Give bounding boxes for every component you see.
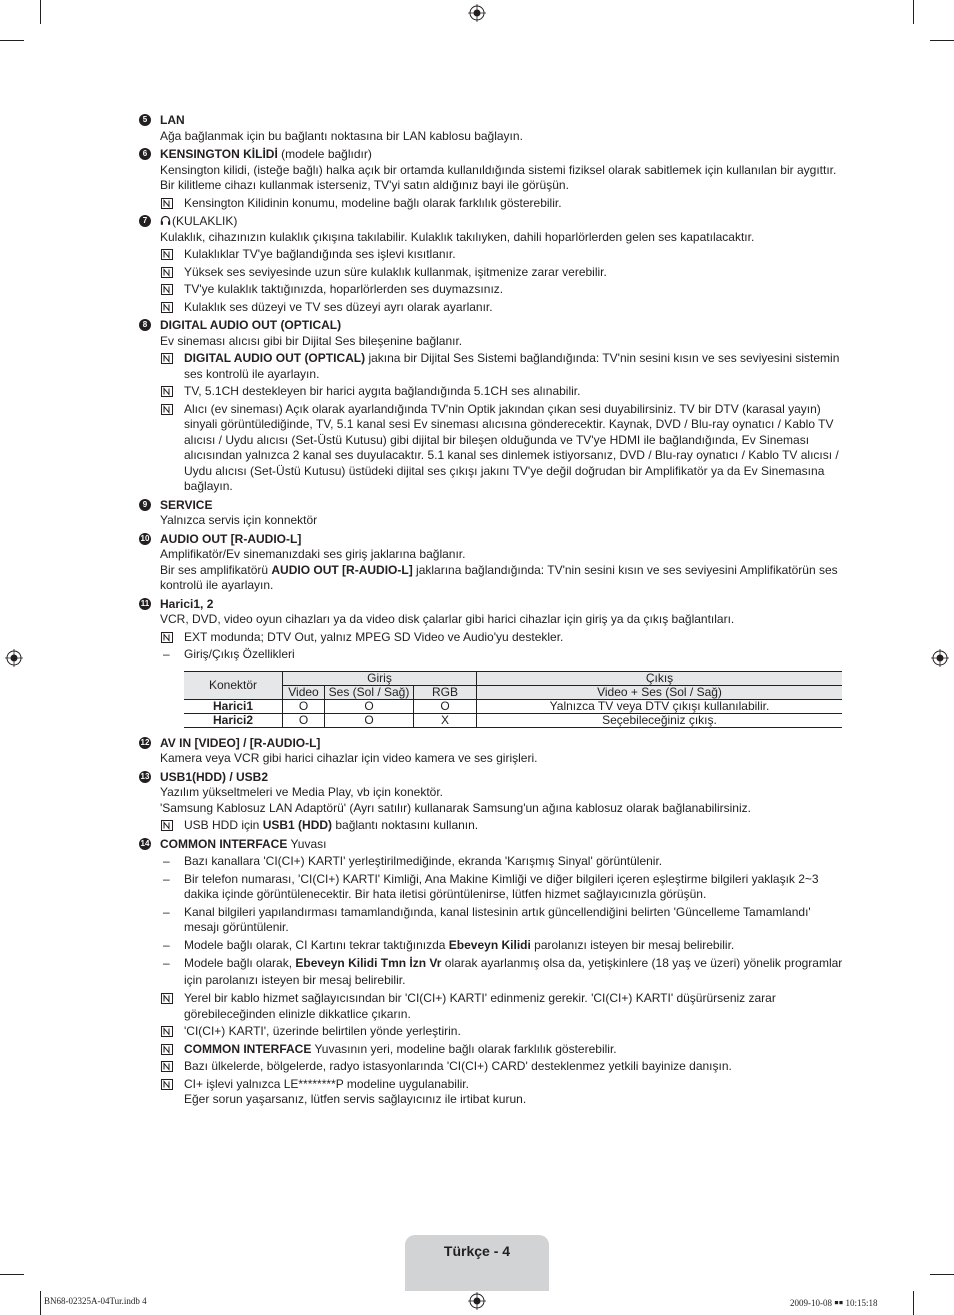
section-audio-out: [139, 532, 844, 594]
text-run: Kanal bilgileri yapılandırması tamamlandığında, kanal listesinin artık güncellendiğini belirten 'Güncelleme Tamamlandı' mesajı görüntülenir.: [184, 904, 811, 934]
note-text: 'CI(CI+) KARTI', üzerinde belirtilen yönde yerleştirin.: [184, 1024, 461, 1038]
note-item: [139, 384, 844, 400]
dash-marker: –: [163, 904, 170, 919]
note-item: [139, 282, 844, 298]
note-item: [139, 1077, 844, 1093]
cell-rgb: O: [414, 699, 477, 713]
note-continuation: Eğer sorun yaşarsanız, lütfen servis sağlayıcınız ile irtibat kurun.: [184, 1092, 527, 1106]
print-date-info: 2009-10-08 ￭￭ 10:15:18: [790, 1298, 878, 1308]
text-run: Bir ses amplifikatörü: [160, 562, 272, 577]
note-icon: [161, 267, 173, 278]
manual-content: [139, 110, 844, 1108]
text-run: olarak ayarlanmış olsa da, yetişkinlere (18 yaş ve üzeri) yönelik programlar için parolanızı isteyen bir mesaj belirebilir.: [184, 956, 843, 987]
section-title: KENSINGTON KİLİDİ: [160, 147, 278, 161]
note-item: [139, 351, 844, 382]
section-title: (KULAKLIK): [172, 214, 238, 228]
row-name: Harici1: [184, 699, 283, 713]
note-text: Kulaklık ses düzeyi ve TV ses düzeyi ayrı olarak ayarlanır.: [184, 299, 493, 314]
section-text-rich: [139, 563, 844, 594]
text-run: Modele bağlı olarak,: [184, 956, 296, 970]
section-title: USB1(HDD) / USB2: [160, 769, 269, 784]
page-number-tab: [405, 1235, 549, 1291]
dash-marker: –: [163, 937, 170, 952]
section-title-suffix: Yuvası: [287, 836, 327, 851]
text-bold: COMMON INTERFACE: [184, 1041, 312, 1056]
section-title: AUDIO OUT [R-AUDIO-L]: [160, 531, 302, 546]
note-bold: DIGITAL AUDIO OUT (OPTICAL): [184, 351, 366, 365]
col-connector: Konektör: [184, 671, 283, 699]
note-text: Kensington Kilidinin konumu, modeline bağlı olarak farklılık gösterebilir.: [184, 195, 562, 210]
cell-output: Yalnızca TV veya DTV çıkışı kullanılabilir.: [477, 699, 843, 713]
text-run: USB HDD için: [184, 818, 263, 832]
col-audio: Ses (Sol / Sağ): [325, 685, 414, 699]
text-bold: Ebeveyn Kilidi: [448, 937, 531, 952]
note-text: Yerel bir kablo hizmet sağlayıcısından bir 'CI(CI+) KARTI' edinmeniz gerekir. 'CI(CI+) KARTI' düşürürseniz zarar görebileceğinden elinizle dikkatlice çıkarın.: [184, 991, 776, 1021]
dash-marker: –: [163, 647, 170, 661]
note-text: Alıcı (ev sineması) Açık olarak ayarlandığında TV'nin Optik jakından çıkan sesi duyabilirsiniz. TV bir DTV (karasal yayın) sinyali görüntülediğinde, TV, 5.1 kanal sesi Ev sineması alıcısına gönderecektir. Kaynak, DVD / Blu-ray oynatıcı / Kablo TV alıcısı / Uydu alıcısı (Set-Üstü Kutusu) gibi dijital bir bileşen olduğunda ve TV'ye HDMI ile bağlandığında, Ev Sineması alıcısından yalnızca 2 kanal ses duyulacaktır. 5.1 kanal ses dinlemek istiyorsanız, DVD / Blu-ray oynatıcı / Kablo TV alıcısı / Uydu alıcısı (Set-Üstü Kutusu) üstüdeki dijital ses çıkışı jakını TV'ye değil doğrudan bir Amplifikatör ya da Ev Sinemasına bağlayın.: [184, 401, 839, 493]
section-headphone: [139, 214, 844, 315]
text-run: parolanızı isteyen bir mesaj belirebilir.: [530, 937, 735, 952]
note-icon: [161, 404, 173, 415]
io-spec-table: [184, 671, 842, 728]
text-run: Bazı kanallara 'CI(CI+) KARTI' yerleştirilmediğinde, ekranda 'Karışmış Sinyal' görüntülenir.: [184, 854, 663, 868]
note-icon: [161, 302, 173, 313]
col-input: Giriş: [283, 671, 477, 685]
dash-item: [139, 647, 844, 663]
section-external: [139, 597, 844, 728]
note-text: Kulaklıklar TV'ye bağlandığında ses işlevi kısıtlanır.: [184, 247, 456, 261]
cell-output: Seçebileceğiniz çıkış.: [477, 713, 843, 727]
section-text: 'Samsung Kablosuz LAN Adaptörü' (Ayrı satılır) kullanarak Samsung'un ağına kablosuz olarak bağlanabilirsiniz.: [160, 800, 751, 815]
note-text: jakına bir Dijital Ses Sistemi bağlandığında: TV'nin sesini kısın ve ses seviyesini sistemin ses kontrolü ile ayarlayın.: [184, 351, 840, 381]
section-service: [139, 498, 844, 529]
section-number: 12: [140, 737, 150, 747]
note-item: [139, 247, 844, 263]
note-icon: [161, 820, 173, 831]
text-run: jaklarına bağlandığında: TV'nin sesini kısın ve ses seviyesini Amplifikatörün ses kontrolü ile ayarlayın.: [160, 562, 838, 592]
note-icon: [161, 249, 173, 260]
note-icon: [161, 1079, 173, 1090]
cell-video: O: [283, 713, 325, 727]
dash-item: [139, 955, 844, 989]
note-item: [139, 196, 844, 212]
section-kensington: [139, 147, 844, 211]
section-digital-audio-out: [139, 318, 844, 495]
section-text: Ev sineması alıcısı gibi bir Dijital Ses bileşenine bağlanır.: [160, 333, 463, 348]
dash-text: Giriş/Çıkış Özellikleri: [184, 647, 295, 661]
section-title: Harici1, 2: [160, 596, 214, 611]
section-text: Ağa bağlanmak için bu bağlantı noktasına bir LAN kablosu bağlayın.: [160, 128, 523, 143]
cell-rgb: X: [414, 713, 477, 727]
note-text: Yüksek ses seviyesinde uzun süre kulaklık kullanmak, işitmenize zarar verebilir.: [184, 264, 607, 279]
note-icon: [161, 1061, 173, 1072]
section-common-interface: [139, 837, 844, 1108]
table-row: [184, 699, 842, 713]
headphone-icon: [160, 215, 171, 226]
text-run: Bir telefon numarası, 'CI(CI+) KARTI' Kimliği, Ana Makine Kimliği ve diğer bilgileri içeren eşleştirme bilgileri yaklaşık 2~3 dakika içinde görüntülenecektir. Bir hata iletisi görüntülenirse, lütfen hizmet sağlayıcınızla görüşün.: [184, 871, 819, 901]
note-text: CI+ işlevi yalnızca LE********P modeline uygulanabilir.: [184, 1076, 469, 1091]
table-row: [184, 713, 842, 727]
note-text: EXT modunda; DTV Out, yalnız MPEG SD Video ve Audio'yu destekler.: [184, 629, 564, 644]
section-text: Kensington kilidi, (isteğe bağlı) halka açık bir ortamda kullanıldığında sistemi fiziksel olarak sabitlemek için kullanılan bir aygıttır. Bir kilitleme cihazı kullanmak isterseniz, TV'yi satın aldığınız bayi ile görüşün.: [160, 162, 837, 192]
section-number: 11: [140, 598, 150, 608]
note-item: [139, 402, 844, 495]
text-bold: USB1 (HDD): [262, 818, 333, 832]
section-text: Kulaklık, cihazınızın kulaklık çıkışına takılabilir. Kulaklık takılıyken, dahili hoparlörlerden gelen ses kapatılacaktır.: [160, 229, 755, 244]
row-name: Harici2: [184, 713, 283, 727]
page-label: Türkçe - 4: [443, 1243, 511, 1259]
dash-item: [139, 854, 844, 870]
section-number: 13: [140, 771, 150, 781]
note-icon: [161, 1026, 173, 1037]
section-text: VCR, DVD, video oyun cihazları ya da video disk çalarlar gibi harici cihazlar için giriş ya da çıkış bağlantıları.: [160, 612, 735, 626]
text-run: bağlantı noktasını kullanın.: [332, 818, 479, 832]
cell-audio: O: [325, 699, 414, 713]
section-number: 10: [140, 533, 150, 543]
text-run: Modele bağlı olarak, CI Kartını tekrar taktığınızda: [184, 937, 449, 952]
registration-mark-right: [931, 649, 949, 667]
note-item: [139, 265, 844, 281]
section-title-suffix: (modele bağlıdır): [277, 147, 372, 161]
dash-item: [139, 872, 844, 903]
note-icon: [161, 993, 173, 1004]
section-number: 6: [139, 148, 151, 160]
note-item: [139, 1042, 844, 1058]
note-item: [139, 1059, 844, 1075]
section-title: COMMON INTERFACE: [160, 836, 288, 851]
note-text: Bazı ülkelerde, bölgelerde, radyo istasyonlarında 'CI(CI+) CARD' desteklenmez yetkili bayinize danışın.: [184, 1059, 732, 1073]
note-item: [139, 818, 844, 834]
note-icon: [161, 284, 173, 295]
note-icon: [161, 353, 173, 364]
cell-video: O: [283, 699, 325, 713]
dash-marker: –: [163, 956, 170, 970]
note-item: [139, 1024, 844, 1040]
section-title: SERVICE: [160, 497, 213, 512]
note-item: [139, 991, 844, 1022]
section-title: AV IN [VIDEO] / [R-AUDIO-L]: [160, 735, 321, 750]
dash-marker: –: [163, 854, 170, 868]
note-text: Yuvasının yeri, modeline bağlı olarak farklılık gösterebilir.: [311, 1041, 617, 1056]
note-item: [139, 300, 844, 316]
col-rgb: RGB: [414, 685, 477, 699]
section-text: Yalnızca servis için konnektör: [160, 513, 318, 527]
section-text: Amplifikatör/Ev sinemanızdaki ses giriş jaklarına bağlanır.: [160, 547, 466, 561]
section-number: 14: [140, 838, 150, 848]
section-number: 8: [139, 319, 151, 331]
print-file-info: BN68-02325A-04Tur.indb 4: [44, 1296, 147, 1306]
section-number: 5: [139, 114, 151, 126]
text-bold: Ebeveyn Kilidi Tmn İzn Vr: [295, 956, 442, 970]
note-text: TV'ye kulaklık taktığınızda, hoparlörlerden ses duymazsınız.: [184, 282, 504, 296]
section-title: LAN: [160, 113, 185, 127]
note-icon: [161, 632, 173, 643]
note-item: [139, 630, 844, 646]
note-icon: [161, 386, 173, 397]
section-number: 7: [139, 215, 151, 227]
note-icon: [161, 198, 173, 209]
note-icon: [161, 1044, 173, 1055]
section-av-in: [139, 736, 844, 767]
dash-item: [139, 905, 844, 936]
registration-mark-bottom: [468, 1292, 486, 1310]
section-lan: [139, 113, 844, 144]
section-text: Kamera veya VCR gibi harici cihazlar için video kamera ve ses girişleri.: [160, 751, 538, 765]
section-number: 9: [139, 499, 151, 511]
section-title: DIGITAL AUDIO OUT (OPTICAL): [160, 318, 342, 332]
registration-mark-left: [5, 649, 23, 667]
section-text: Yazılım yükseltmeleri ve Media Play, vb için konektör.: [160, 785, 443, 799]
col-output: Çıkış: [477, 671, 843, 685]
dash-marker: –: [163, 871, 170, 886]
cell-audio: O: [325, 713, 414, 727]
dash-item: [139, 938, 844, 954]
registration-mark-top: [468, 4, 486, 22]
col-output-sub: Video + Ses (Sol / Sağ): [477, 685, 843, 699]
col-video: Video: [283, 685, 325, 699]
section-usb: [139, 770, 844, 834]
note-text: TV, 5.1CH destekleyen bir harici aygıta bağlandığında 5.1CH ses alınabilir.: [184, 384, 581, 398]
text-bold: AUDIO OUT [R-AUDIO-L]: [271, 562, 413, 577]
